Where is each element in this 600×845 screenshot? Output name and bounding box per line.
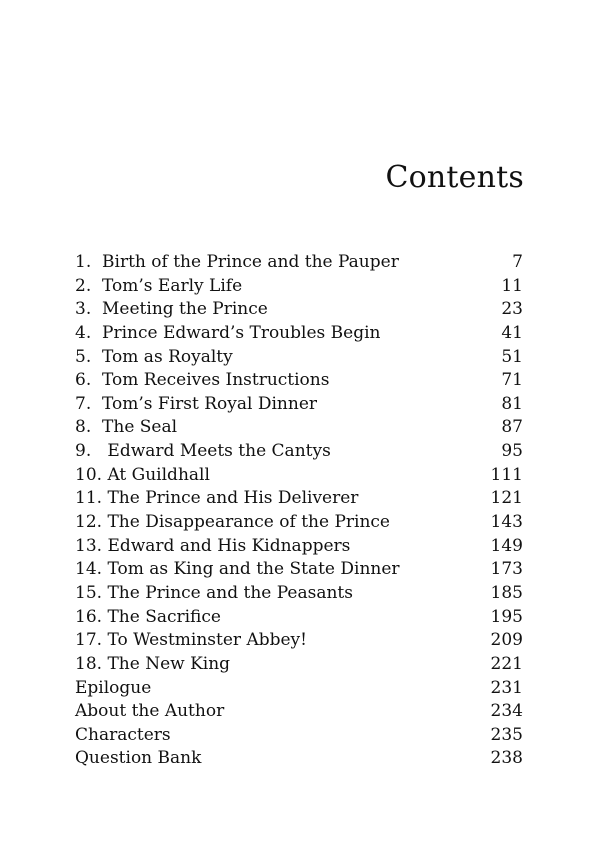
toc-entry-title: 4. Prince Edward’s Troubles Begin	[75, 322, 381, 343]
toc-entry	[75, 629, 523, 653]
toc-entry-page: 231	[490, 677, 523, 698]
toc-entry-page: 71	[501, 370, 523, 391]
toc-entry-page: 23	[501, 299, 523, 320]
toc-entry	[75, 298, 523, 322]
toc-entry	[75, 677, 523, 701]
toc-entry-page: 238	[490, 748, 523, 769]
toc-entry-title: 8. The Seal	[75, 417, 178, 438]
toc-entry-page: 173	[490, 559, 523, 580]
toc-entry-title: About the Author	[75, 701, 225, 722]
toc-entry-page: 11	[501, 275, 523, 296]
toc-entry-title: 15. The Prince and the Peasants	[75, 582, 353, 603]
toc-entry	[75, 393, 523, 417]
toc-entry-page: 185	[490, 582, 523, 603]
toc-entry	[75, 369, 523, 393]
toc-entry-page: 149	[490, 535, 523, 556]
toc-entry-page: 87	[501, 417, 523, 438]
toc-entry	[75, 653, 523, 677]
toc-entry	[75, 724, 523, 748]
toc-entry-title: Characters	[75, 724, 171, 745]
toc-entry-title: 16. The Sacrifice	[75, 606, 221, 627]
toc-entry	[75, 440, 523, 464]
toc-entry-title: 14. Tom as King and the State Dinner	[75, 559, 400, 580]
toc-entry	[75, 535, 523, 559]
toc-entry-page: 111	[490, 464, 523, 485]
toc-entry-title: 9. Edward Meets the Cantys	[75, 441, 331, 462]
toc-entry-page: 95	[501, 441, 523, 462]
toc-entry	[75, 700, 523, 724]
toc-entry	[75, 346, 523, 370]
toc-entry-page: 121	[490, 488, 523, 509]
toc-entry	[75, 487, 523, 511]
toc-entry-title: 11. The Prince and His Deliverer	[75, 488, 359, 509]
toc-entry-page: 234	[490, 701, 523, 722]
toc-entry-title: Question Bank	[75, 748, 202, 769]
toc-entry	[75, 558, 523, 582]
toc-entry-title: 7. Tom’s First Royal Dinner	[75, 393, 318, 414]
toc-entry-page: 51	[501, 346, 523, 367]
toc-entry-title: 13. Edward and His Kidnappers	[75, 535, 351, 556]
toc-entry-page: 235	[490, 724, 523, 745]
toc-entry-title: 2. Tom’s Early Life	[75, 275, 243, 296]
toc-entry-page: 221	[490, 653, 523, 674]
toc-entry	[75, 416, 523, 440]
toc-entry	[75, 582, 523, 606]
toc-entry-page: 143	[490, 512, 523, 533]
page-title: Contents	[385, 160, 524, 195]
toc-entry-page: 7	[512, 252, 523, 272]
toc-entry	[75, 464, 523, 488]
toc-entry-page: 195	[490, 606, 523, 627]
toc-entry	[75, 275, 523, 299]
toc-entry	[75, 511, 523, 535]
toc-entry-page: 209	[490, 630, 523, 651]
toc-entry	[75, 747, 523, 771]
toc-entry-title: 6. Tom Receives Instructions	[75, 370, 330, 391]
toc-entry-page: 81	[501, 393, 523, 414]
toc-entry-title: 1. Birth of the Prince and the Pauper	[75, 252, 399, 272]
toc-entry	[75, 322, 523, 346]
toc-entry	[75, 251, 523, 275]
table-of-contents	[75, 251, 523, 771]
toc-entry-title: 5. Tom as Royalty	[75, 346, 233, 367]
toc-entry-title: 18. The New King	[75, 653, 231, 674]
toc-entry-title: Epilogue	[75, 677, 152, 698]
toc-entry-title: 12. The Disappearance of the Prince	[75, 512, 390, 533]
toc-entry-page: 41	[501, 322, 523, 343]
toc-entry-title: 17. To Westminster Abbey!	[75, 630, 307, 651]
toc-entry-title: 10. At Guildhall	[75, 464, 210, 485]
toc-entry-title: 3. Meeting the Prince	[75, 299, 268, 320]
toc-entry	[75, 606, 523, 630]
